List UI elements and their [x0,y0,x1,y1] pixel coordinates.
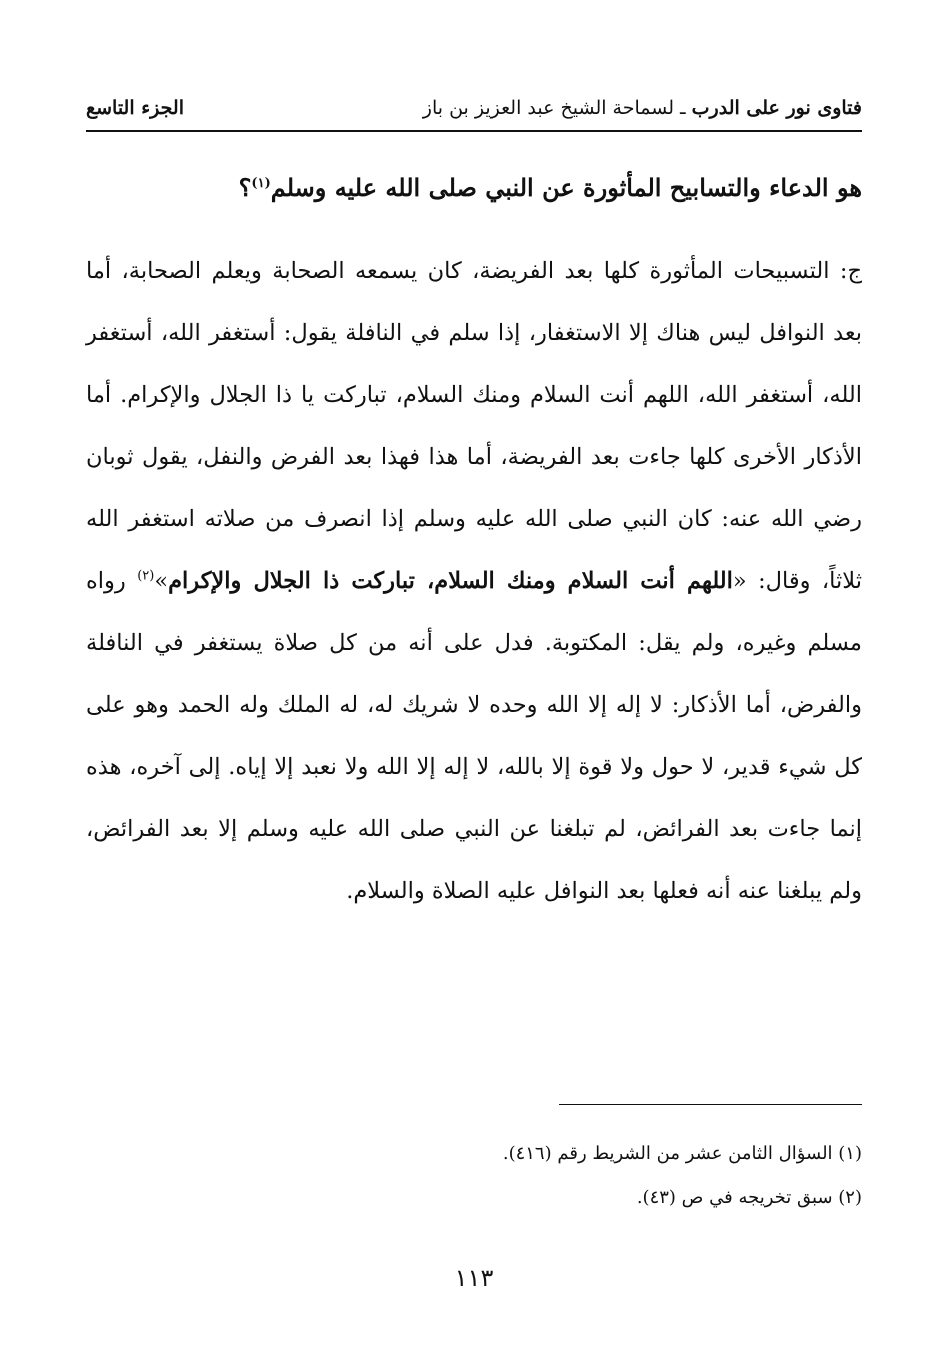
footnote-rule [559,1104,862,1105]
author-line: ـ لسماحة الشيخ عبد العزيز بن باز [422,97,686,119]
volume-label: الجزء التاسع [86,97,184,119]
quote-close: » [154,568,169,594]
quote-footnote-ref: (٢) [137,568,155,584]
answer-body [86,240,862,922]
question-footnote-ref: (١) [251,176,271,191]
answer-text-part-1: ج: التسبيحات المأثورة كلها بعد الفريضة، كان يسمعه الصحابة ويعلم الصحابة، أما بعد النوافل ليس هناك إلا الاستغفار، إذا سلم في النافلة يقول: أستغفر الله، أستغفر الله، أستغفر الله، اللهم أنت السلام ومنك السلام، تباركت يا ذا الجلال والإكرام. أما الأذكار الأخرى كلها جاءت بعد الفريضة، أما هذا فهذا بعد الفرض والنفل، يقول ثوبان رضي الله عنه: كان النبي صلى الله عليه وسلم إذا انصرف من صلاته استغفر الله ثلاثاً، وقال: « [86,258,862,594]
hadith-quote: اللهم أنت السلام ومنك السلام، تباركت ذا الجلال والإكرام [168,568,733,594]
running-header [86,92,862,124]
page-number: ١١٣ [454,1264,494,1292]
header-rule [86,130,862,132]
question-mark: ؟ [238,173,252,202]
answer-text-part-2: رواه مسلم وغيره، ولم يقل: المكتوبة. فدل على أنه من كل صلاة يستغفر في النافلة والفرض، أما الأذكار: لا إله إلا الله وحده لا شريك له، له الملك وله الحمد وهو على كل شيء قدير، لا حول ولا قوة إلا بالله، لا إله إلا الله ولا نعبد إلا إياه. إلى آخره، هذه إنما جاءت بعد الفرائض، لم تبلغنا عن النبي صلى الله عليه وسلم إلا بعد الفرائض، ولم يبلغنا عنه أنه فعلها بعد النوافل عليه الصلاة والسلام. [86,568,862,904]
footnotes [86,1132,862,1220]
footnote-2: (٢) سبق تخريجه في ص (٤٣). [636,1187,862,1208]
book-title: فتاوى نور على الدرب [691,97,862,119]
question-heading [86,158,862,218]
footnote-1: (١) السؤال الثامن عشر من الشريط رقم (٤١٦). [502,1143,862,1164]
question-text: هو الدعاء والتسابيح المأثورة عن النبي صلى الله عليه وسلم [270,173,862,202]
